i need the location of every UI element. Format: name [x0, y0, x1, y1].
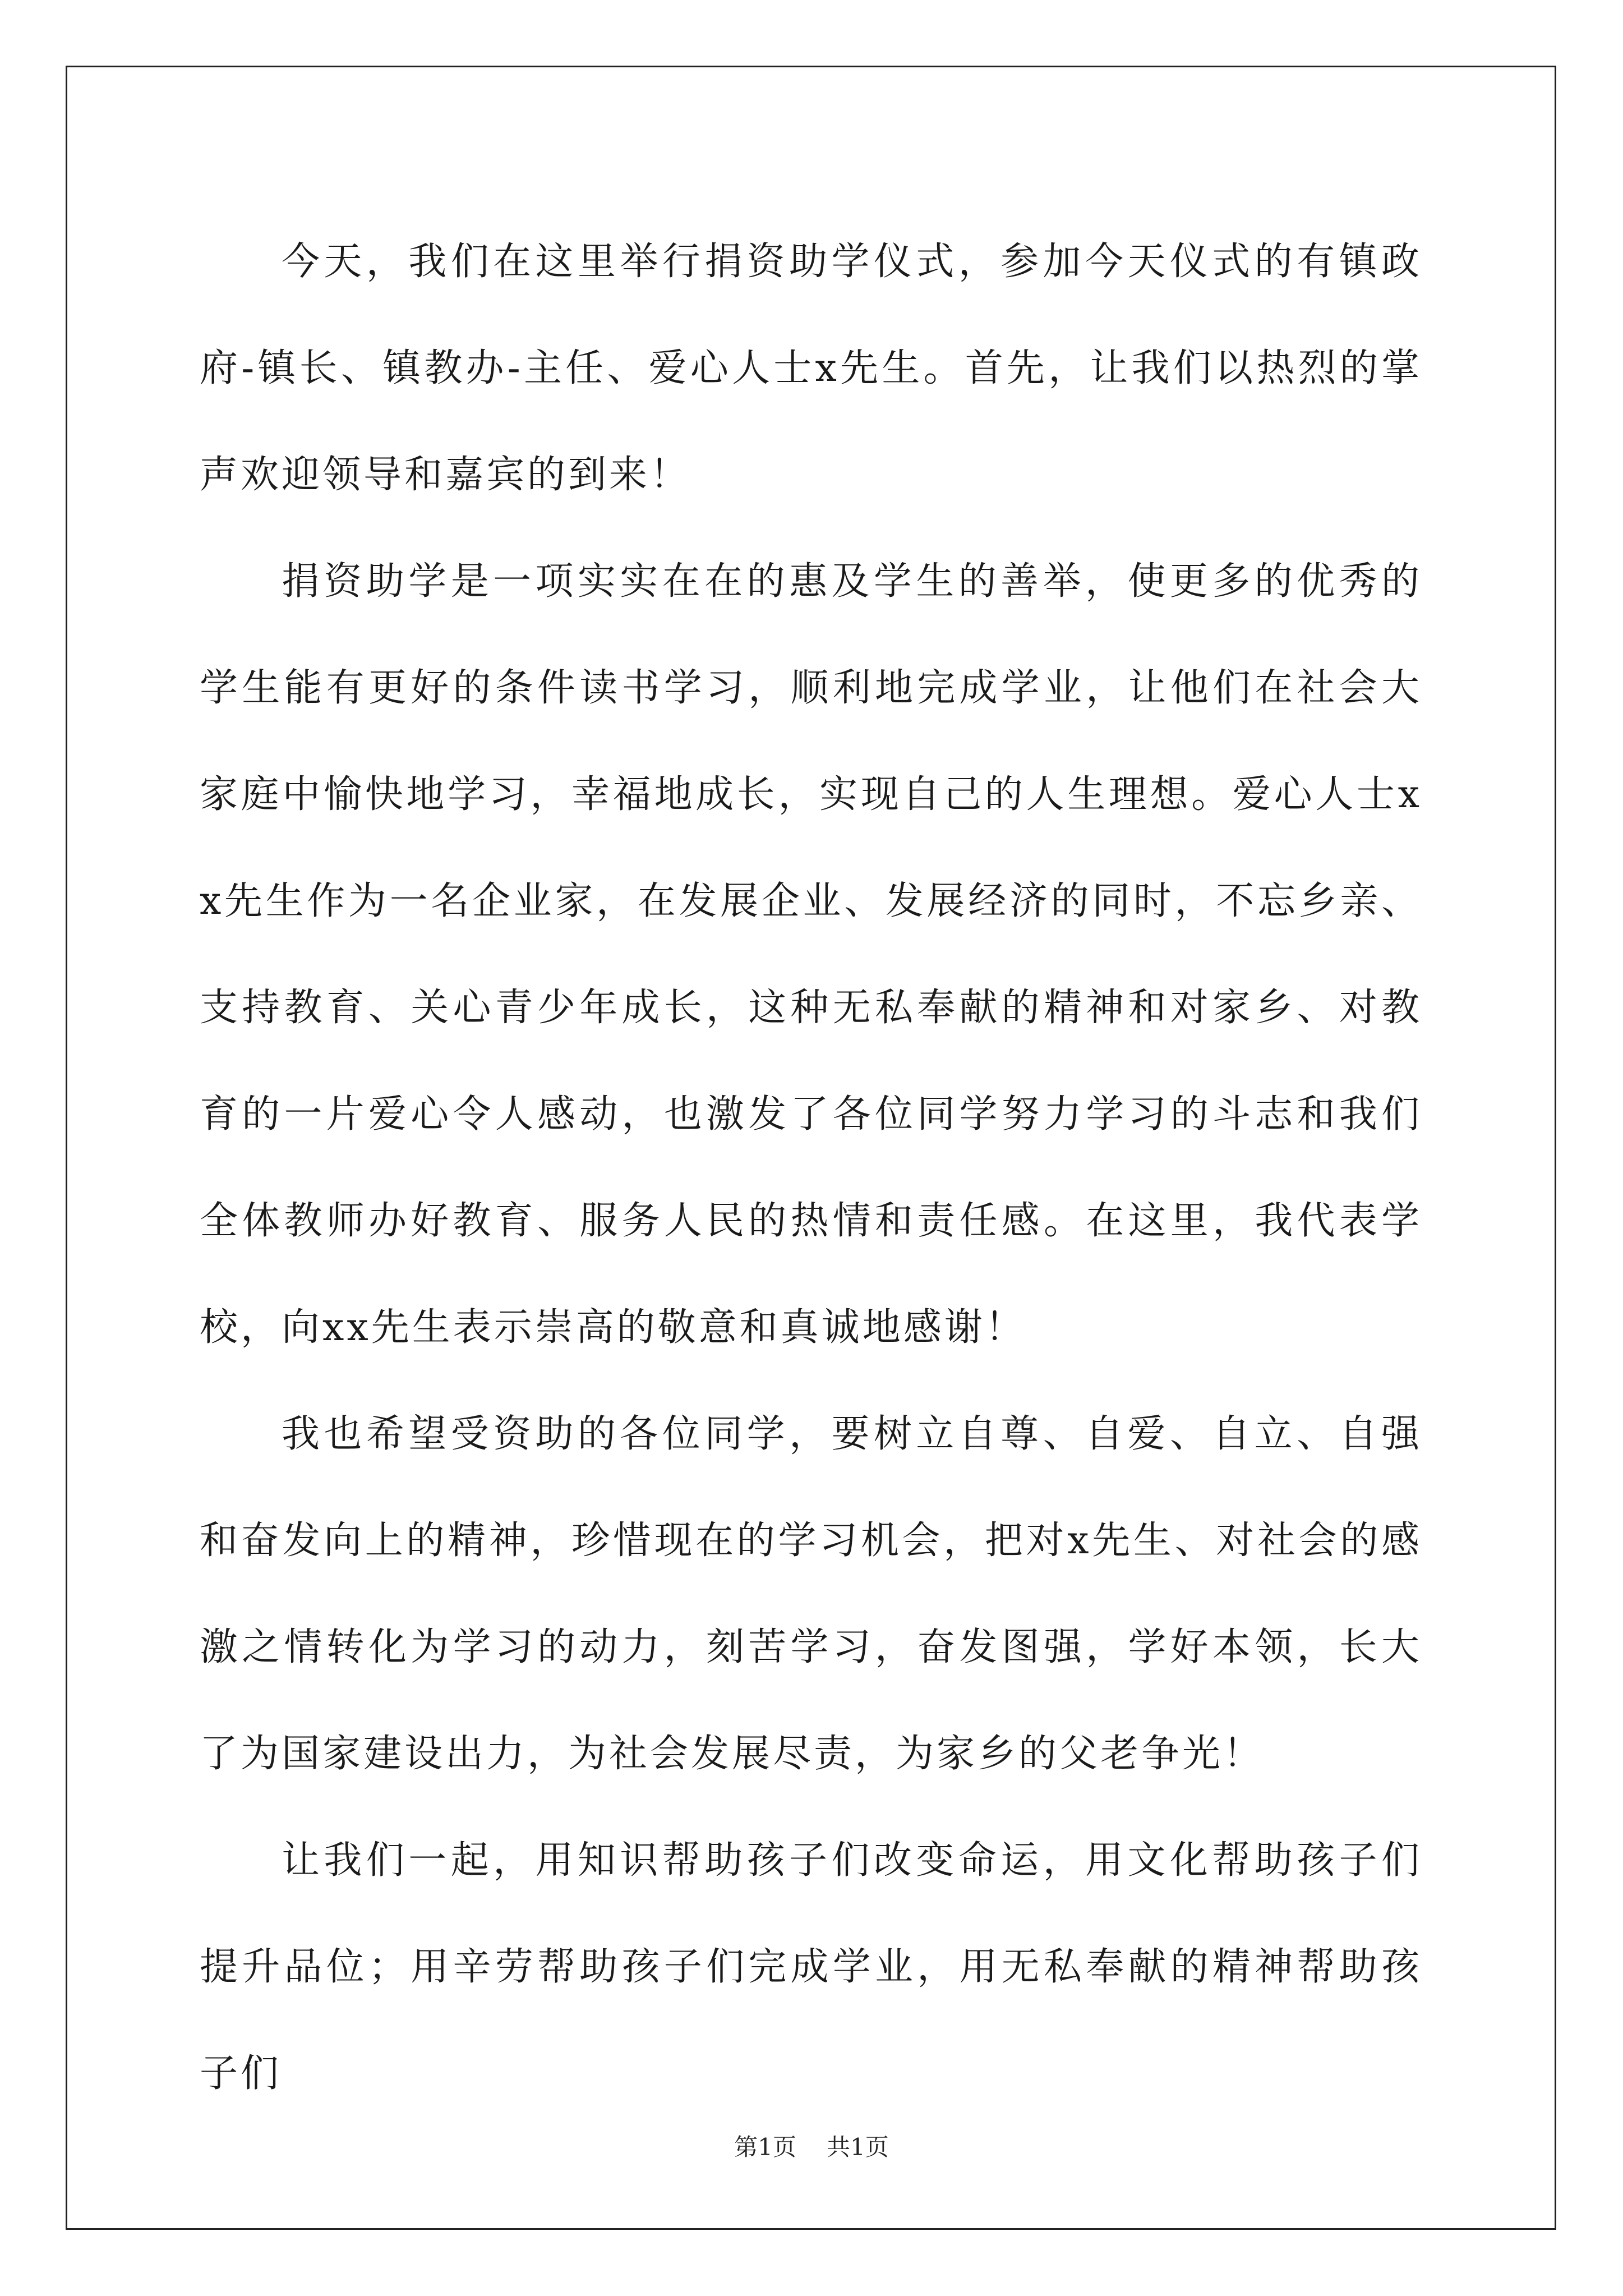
document-body [200, 209, 1422, 2127]
paragraph-2: 捐资助学是一项实实在在的惠及学生的善举，使更多的优秀的学生能有更好的条件读书学习，顺利地完成学业，让他们在社会大家庭中愉快地学习，幸福地成长，实现自己的人生理想。爱心人士xx先生作为一名企业家，在发展企业、发展经济的同时，不忘乡亲、支持教育、关心青少年成长，这种无私奉献的精神和对家乡、对教育的一片爱心令人感动，也激发了各位同学努力学习的斗志和我们全体教师办好教育、服务人民的热情和责任感。在这里，我代表学校，向xx先生表示崇高的敬意和真诚地感谢！ [200, 559, 1422, 1350]
page-footer [0, 2129, 1623, 2162]
paragraph-4: 让我们一起，用知识帮助孩子们改变命运，用文化帮助孩子们提升品位；用辛劳帮助孩子们完成学业，用无私奉献的精神帮助孩子们 [200, 1838, 1422, 2096]
paragraph-3: 我也希望受资助的各位同学，要树立自尊、自爱、自立、自强和奋发向上的精神，珍惜现在的学习机会，把对x先生、对社会的感激之情转化为学习的动力，刻苦学习，奋发图强，学好本领，长大了为国家建设出力，为社会发展尽责，为家乡的父老争光！ [200, 1412, 1422, 1776]
page-total: 共1页 [827, 2133, 889, 2161]
paragraph-1: 今天，我们在这里举行捐资助学仪式，参加今天仪式的有镇政府-镇长、镇教办-主任、爱心人士x先生。首先，让我们以热烈的掌声欢迎领导和嘉宾的到来！ [200, 240, 1422, 497]
page-number: 第1页 [734, 2133, 796, 2161]
